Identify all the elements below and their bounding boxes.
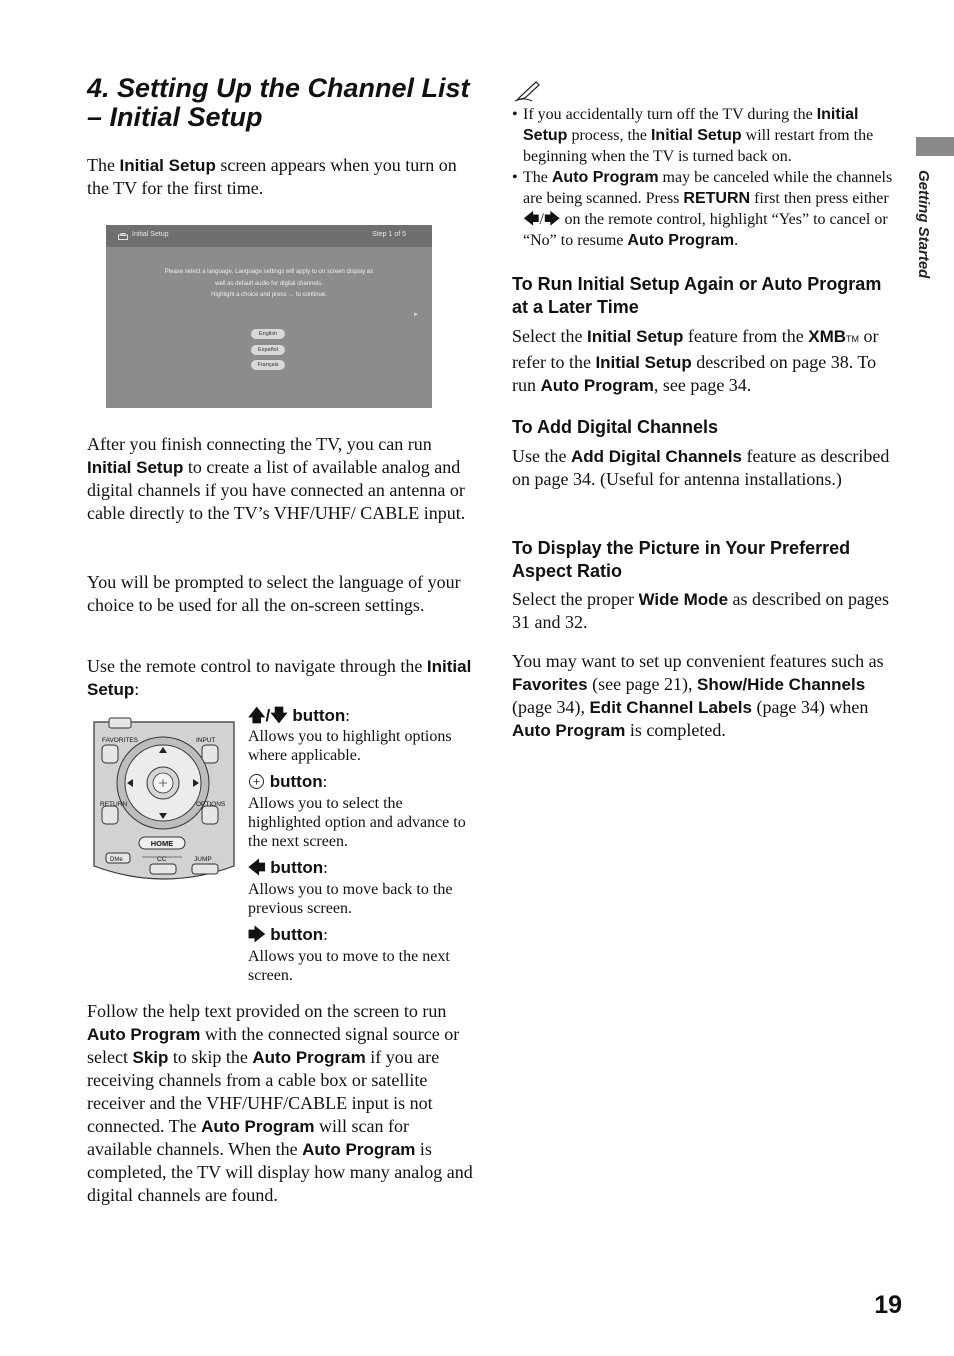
keyword: Favorites: [512, 675, 588, 694]
note-item: [512, 167, 902, 251]
keyword: Auto Program: [302, 1140, 416, 1159]
text: Select the proper: [512, 589, 639, 609]
text: button: [292, 706, 346, 725]
text: You may want to set up convenient features such as: [512, 651, 884, 671]
text: The: [87, 155, 120, 175]
heading-run-initial-setup: To Run Initial Setup Again or Auto Program at a Later Time: [512, 274, 882, 317]
text: or refer to the: [512, 326, 879, 372]
heading-add-digital-channels: To Add Digital Channels: [512, 417, 718, 437]
up-down-button-heading: 🡅/🡇 button:: [248, 706, 351, 725]
screen-title: Initial Setup: [132, 231, 169, 238]
bullet: •: [512, 169, 518, 186]
initial-setup-screenshot: [106, 225, 432, 408]
text: on the remote control, highlight “Yes” to cancel or “No” to resume: [523, 211, 888, 249]
bullet: •: [512, 106, 518, 123]
text: (page 34),: [512, 697, 590, 717]
note-item: [512, 104, 902, 167]
left-button-description: Allows you to move back to the previous screen.: [248, 881, 453, 917]
text: first then press either: [750, 190, 889, 207]
text: process, the: [567, 127, 651, 144]
text: The: [523, 169, 552, 186]
text: Select the: [512, 326, 587, 346]
keyword: Initial Setup: [87, 657, 472, 699]
paragraph-language-prompt: You will be prompted to select the language of your choice to be used for all the on-screen settings.: [87, 572, 461, 615]
keyword: Show/Hide Channels: [697, 675, 866, 694]
keyword: Initial Setup: [650, 127, 742, 144]
text: as described on pages 31 and 32.: [512, 589, 889, 632]
text: .: [734, 232, 739, 249]
screen-step: Step 1 of 5: [372, 231, 406, 238]
keyword: Auto Program: [201, 1117, 315, 1136]
keyword: Auto Program: [540, 376, 654, 395]
left-button-heading: 🡄 button:: [248, 858, 328, 877]
trademark: TM: [846, 334, 860, 344]
paragraph-add-digital-channels: [512, 445, 902, 491]
text: is completed, the TV will display how many analog and digital channels are found.: [87, 1139, 473, 1205]
text: Getting Started: [915, 170, 932, 279]
toolbox-icon: [118, 233, 128, 240]
text: button: [269, 772, 323, 791]
text: is completed.: [625, 720, 726, 740]
enter-button-icon: [248, 773, 265, 790]
keyword: Auto Program: [252, 1048, 366, 1067]
intro-paragraph: [87, 154, 472, 200]
keyword: Auto Program: [551, 169, 659, 186]
text: Use the: [512, 446, 571, 466]
right-button-description: Allows you to move to the next screen.: [248, 948, 450, 984]
text: feature as described on page 34. (Useful for antenna installations.): [512, 446, 890, 489]
paragraph-run-initial-setup: [512, 325, 902, 397]
paragraph-convenient-features: [512, 650, 902, 742]
language-option-english[interactable]: English: [251, 329, 285, 339]
paragraph-auto-program: [87, 1000, 475, 1207]
text: button: [270, 925, 324, 944]
text: to create a list of available analog and digital channels if you have connected an antenna or cable directly to the TV’s VHF/UHF/ CABLE input.: [87, 457, 466, 523]
paragraph-aspect-ratio: [512, 588, 902, 634]
right-button-heading: 🡆 button:: [248, 925, 328, 944]
text: Use the remote control to navigate through the: [87, 656, 427, 676]
up-down-button-description: Allows you to highlight options where applicable.: [248, 728, 452, 764]
keyword: Initial Setup: [87, 458, 184, 477]
section-side-label: [914, 170, 934, 300]
section-tab-marker: [916, 137, 954, 156]
text: to skip the: [168, 1047, 253, 1067]
keyword: Edit Channel Labels: [589, 698, 752, 717]
language-option-espanol[interactable]: Español: [251, 345, 285, 355]
keyword: XMB: [808, 327, 847, 346]
keyword: Initial Setup: [595, 353, 692, 372]
text: screen appears when you turn on the TV for the first time.: [87, 155, 457, 198]
remote-label: JUMP: [194, 856, 212, 863]
remote-label: RETURN: [100, 801, 128, 808]
right-arrow-icon: 🡆: [248, 925, 266, 944]
enter-button-description: Allows you to select the highlighted option and advance to the next screen.: [248, 795, 466, 850]
keyword: RETURN: [683, 190, 751, 207]
text: will restart from the beginning when the TV is turned back on.: [523, 127, 874, 165]
page-number: 19: [874, 1291, 902, 1319]
keyword: Auto Program: [87, 1025, 201, 1044]
text: may be canceled while the channels are being scanned. Press: [523, 169, 893, 207]
left-right-arrow-icon: 🡄/🡆: [523, 211, 561, 228]
left-arrow-icon: 🡄: [248, 858, 266, 877]
remote-label: HOME: [150, 839, 174, 848]
keyword: Add Digital Channels: [570, 447, 742, 466]
text: If you accidentally turn off the TV during the: [523, 106, 817, 123]
heading-aspect-ratio: To Display the Picture in Your Preferred Aspect Ratio: [512, 538, 851, 581]
keyword: Skip: [132, 1048, 169, 1067]
text: After you finish connecting the TV, you can run: [87, 434, 432, 454]
remote-label: OPTIONS: [196, 801, 226, 808]
enter-button-heading: button:: [248, 772, 327, 792]
paragraph-remote-navigation: [87, 655, 472, 701]
remote-control-illustration: [90, 716, 238, 884]
message-line: well as default audio for digital channels.: [215, 280, 323, 287]
up-down-arrow-icon: 🡅/🡇: [248, 706, 288, 725]
keyword: Initial Setup: [119, 156, 216, 175]
keyword: Auto Program: [512, 721, 626, 740]
keyword: Auto Program: [627, 232, 735, 249]
message-line: Please select a language. Language settings will apply to on screen display as: [164, 269, 374, 275]
remote-label: FAVORITES: [102, 737, 138, 744]
text: (see page 21),: [587, 674, 698, 694]
text: with the connected signal source or select: [87, 1024, 460, 1067]
remote-label: INPUT: [196, 737, 216, 744]
keyword: Initial Setup: [586, 327, 684, 346]
language-option-francais[interactable]: Français: [251, 360, 285, 370]
text: button: [270, 858, 324, 877]
text: , see page 34.: [653, 375, 752, 395]
text: will scan for available channels. When the: [87, 1116, 409, 1159]
page-title: 4. Setting Up the Channel List – Initial Setup: [87, 73, 470, 132]
screen-message: [126, 267, 412, 302]
keyword: Wide Mode: [638, 590, 729, 609]
remote-label: DMe: [110, 857, 123, 863]
keyword: Initial Setup: [523, 106, 859, 144]
text: :: [134, 679, 140, 699]
note-pencil-icon: [514, 80, 542, 102]
next-arrow-icon: ►: [413, 312, 419, 318]
message-line: Highlight a choice and press → to continue.: [211, 292, 327, 298]
text: described on page 38. To run: [512, 352, 877, 395]
text: feature from the: [683, 326, 809, 346]
paragraph-after-connecting: [87, 433, 472, 525]
remote-label: CC: [157, 856, 167, 863]
text: (page 34) when: [751, 697, 869, 717]
text: Follow the help text provided on the screen to run: [87, 1001, 447, 1021]
text: if you are receiving channels from a cable box or satellite receiver and the VHF/UHF/CABLE input is not connected. The: [87, 1047, 440, 1136]
